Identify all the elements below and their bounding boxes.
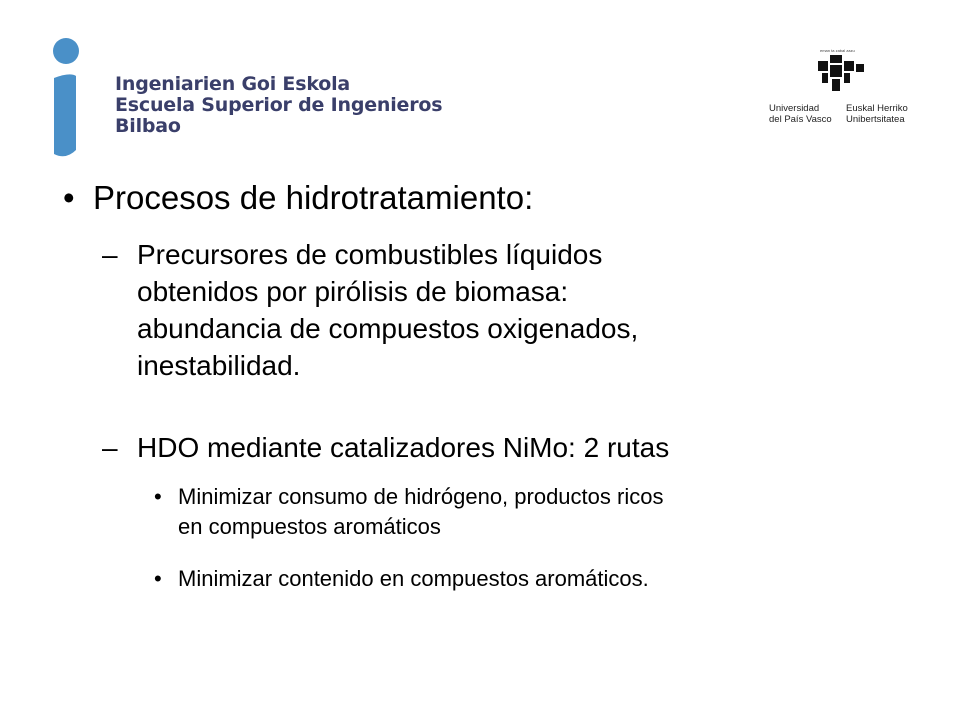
ehu-tagline: eman ta zabal zazu <box>820 48 855 53</box>
sub-bullet-1-line: obtenidos por pirólisis de biomasa: <box>137 276 569 307</box>
bullet-marker: • <box>154 566 162 591</box>
ehu-left-line-1: Universidad <box>769 103 820 114</box>
bullet-marker: • <box>63 179 75 216</box>
route-2-line: Minimizar contenido en compuestos aromáticos. <box>178 566 649 591</box>
ehu-right-line-2: Unibertsitatea <box>846 114 905 125</box>
sub-bullet-1-line: Precursores de combustibles líquidos <box>137 239 603 270</box>
ehu-left-line-2: del País Vasco <box>769 114 832 125</box>
logo-line-2: Escuela Superior de Ingenieros <box>115 94 443 116</box>
dash-marker: – <box>102 239 118 270</box>
bullet-marker: • <box>154 484 162 509</box>
sub-bullet-2-text: HDO mediante catalizadores NiMo: 2 rutas <box>137 432 670 463</box>
ehu-right-line-1: Euskal Herriko <box>846 103 908 114</box>
sub-bullet-1-line: inestabilidad. <box>137 350 301 381</box>
sub-bullet-1-line: abundancia de compuestos oxigenados, <box>137 313 639 344</box>
route-1-line: Minimizar consumo de hidrógeno, productos ricos <box>178 484 664 509</box>
dash-marker: – <box>102 432 118 463</box>
logo-line-3: Bilbao <box>115 115 181 137</box>
main-bullet-text: Procesos de hidrotratamiento: <box>93 179 534 216</box>
route-1-line: en compuestos aromáticos <box>178 514 441 539</box>
logo-line-1: Ingeniarien Goi Eskola <box>115 73 351 95</box>
